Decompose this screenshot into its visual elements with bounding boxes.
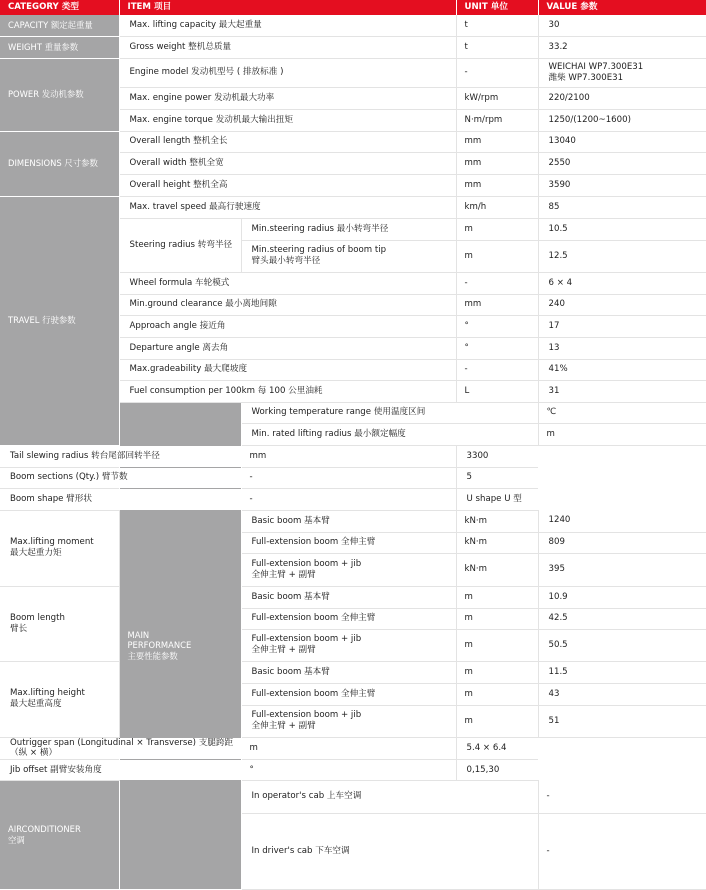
table-row <box>0 759 706 780</box>
item-cell: Full-extension boom 全伸主臂 <box>241 683 456 705</box>
group-steering-radius: Steering radius 转弯半径 <box>119 218 241 272</box>
item-cell: Basic boom 基本臂 <box>241 510 456 532</box>
unit-cell: kN·m <box>456 510 538 532</box>
group-lifting-moment <box>0 510 119 586</box>
item-cell: Boom shape 臂形状 <box>0 488 241 510</box>
value-cell: 1240 <box>538 510 706 532</box>
item-cell: Max. engine torque 发动机最大输出扭矩 <box>119 109 456 131</box>
item-cell: Working temperature range 使用温度区间 <box>241 402 538 423</box>
unit-cell: km/h <box>456 196 538 218</box>
item-line: 全伸主臂 + 副臂 <box>251 721 316 731</box>
unit-cell: m <box>456 586 538 608</box>
item-cell: In driver's cab 下车空调 <box>241 813 538 889</box>
item-cell: Jib offset 副臂安装角度 <box>0 759 241 780</box>
value-cell: 3590 <box>538 174 706 196</box>
item-cell: Fuel consumption per 100km 每 100 公里油耗 <box>119 380 456 402</box>
value-cell: U shape U 型 <box>456 488 538 510</box>
item-cell: Tail slewing radius 转台尾部回转半径 <box>0 445 241 467</box>
category-weight: WEIGHT 重量参数 <box>0 36 119 58</box>
category-line: 主要性能参数 <box>127 650 178 661</box>
item-line: Full-extension boom + jib <box>251 634 362 645</box>
value-cell: 2550 <box>538 152 706 174</box>
item-line: 全伸主臂 + 副臂 <box>251 645 316 655</box>
value-cell: 5.4 × 6.4 <box>456 737 538 759</box>
unit-cell: m <box>241 737 456 759</box>
value-line: 潍柴 WP7.300E31 <box>548 72 624 83</box>
value-cell: 10.5 <box>538 218 706 240</box>
item-cell: Overall height 整机全高 <box>119 174 456 196</box>
unit-cell: kN·m <box>456 553 538 586</box>
group-line: Max.lifting height <box>10 688 85 699</box>
unit-cell: ° <box>456 337 538 359</box>
item-cell: Engine model 发动机型号 ( 排放标准 ) <box>119 58 456 87</box>
group-lifting-height <box>0 661 119 737</box>
unit-cell: - <box>456 359 538 380</box>
item-cell: In operator's cab 上车空调 <box>241 780 538 813</box>
table-row <box>0 131 706 152</box>
category-line: 空调 <box>8 834 25 845</box>
table-row <box>0 36 706 58</box>
item-cell: Outrigger span (Longitudinal × Transverse) 支腿跨距（纵 × 横） <box>0 737 241 759</box>
unit-cell: - <box>241 467 456 488</box>
table-row <box>0 488 706 510</box>
unit-cell: m <box>456 240 538 272</box>
header-category: CATEGORY 类型 <box>0 0 119 15</box>
value-cell: 240 <box>538 294 706 315</box>
value-cell: 5 <box>456 467 538 488</box>
item-cell: Min.ground clearance 最小离地间隙 <box>119 294 456 315</box>
unit-cell: ° <box>456 315 538 337</box>
category-line: AIRCONDITIONER <box>8 824 81 835</box>
value-cell: 11.5 <box>538 661 706 683</box>
category-airconditioner <box>0 780 119 889</box>
group-line: Boom length <box>10 612 65 623</box>
item-cell: Gross weight 整机总质量 <box>119 36 456 58</box>
item-cell: Max. lifting capacity 最大起重量 <box>119 15 456 36</box>
unit-cell: kW/rpm <box>456 87 538 109</box>
item-cell: Overall length 整机全长 <box>119 131 456 152</box>
table-row <box>0 15 706 36</box>
category-dimensions: DIMENSIONS 尺寸参数 <box>0 131 119 196</box>
value-cell: 13040 <box>538 131 706 152</box>
unit-cell: - <box>538 813 706 889</box>
category-power: POWER 发动机参数 <box>0 58 119 131</box>
unit-cell: - <box>241 488 456 510</box>
table-row <box>0 510 706 532</box>
category-travel: TRAVEL 行驶参数 <box>0 196 119 445</box>
item-cell: Max.gradeability 最大爬坡度 <box>119 359 456 380</box>
item-cell: Boom sections (Qty.) 臂节数 <box>0 467 241 488</box>
value-cell: 12.5 <box>538 240 706 272</box>
category-line: MAIN <box>127 629 150 640</box>
value-cell: 31 <box>538 380 706 402</box>
value-cell: 6 × 4 <box>538 272 706 294</box>
value-cell: 1250/(1200~1600) <box>538 109 706 131</box>
value-cell: 395 <box>538 553 706 586</box>
value-cell: 0,15,30 <box>456 759 538 780</box>
unit-cell: ° <box>241 759 456 780</box>
header-value: VALUE 参数 <box>538 0 706 15</box>
unit-cell: m <box>456 683 538 705</box>
unit-cell: m <box>456 705 538 737</box>
item-line: Full-extension boom + jib <box>251 558 362 569</box>
unit-cell: m <box>456 629 538 661</box>
item-line: 全伸主臂 + 副臂 <box>251 569 316 580</box>
value-cell: 220/2100 <box>538 87 706 109</box>
value-cell: 43 <box>538 683 706 705</box>
table-row <box>0 445 706 467</box>
item-cell: Basic boom 基本臂 <box>241 661 456 683</box>
item-line: Min.steering radius of boom tip <box>251 245 387 256</box>
item-cell: Overall width 整机全宽 <box>119 152 456 174</box>
table-row <box>0 58 706 87</box>
item-cell <box>241 553 456 586</box>
unit-cell: mm <box>456 174 538 196</box>
value-cell: 17 <box>538 315 706 337</box>
value-cell: 809 <box>538 532 706 553</box>
table-row <box>0 586 706 608</box>
group-line: 最大起重高度 <box>10 699 62 709</box>
value-cell: 41% <box>538 359 706 380</box>
unit-cell: m <box>538 423 706 445</box>
value-cell: 3300 <box>456 445 538 467</box>
unit-cell: ℃ <box>538 402 706 423</box>
item-cell: Full-extension boom 全伸主臂 <box>241 608 456 629</box>
unit-cell: m <box>456 218 538 240</box>
value-cell <box>538 58 706 87</box>
item-cell <box>241 705 456 737</box>
table-row <box>0 467 706 488</box>
item-cell: Max. engine power 发动机最大功率 <box>119 87 456 109</box>
item-cell <box>241 240 456 272</box>
category-capacity: CAPACITY 额定起重量 <box>0 15 119 36</box>
value-cell: 85 <box>538 196 706 218</box>
table-row <box>0 196 706 218</box>
item-cell <box>241 629 456 661</box>
unit-cell: mm <box>456 152 538 174</box>
unit-cell: L <box>456 380 538 402</box>
header-unit: UNIT 单位 <box>456 0 538 15</box>
header-row <box>0 0 706 15</box>
item-cell: Departure angle 离去角 <box>119 337 456 359</box>
unit-cell: - <box>456 272 538 294</box>
item-cell: Wheel formula 车轮模式 <box>119 272 456 294</box>
table-row <box>0 661 706 683</box>
group-line: 臂长 <box>10 623 28 634</box>
item-cell: Min.steering radius 最小转弯半径 <box>241 218 456 240</box>
item-cell: Min. rated lifting radius 最小额定幅度 <box>241 423 538 445</box>
group-boom-length <box>0 586 119 661</box>
group-line: Max.lifting moment <box>10 537 94 548</box>
unit-cell: - <box>538 780 706 813</box>
unit-cell: kN·m <box>456 532 538 553</box>
item-cell: Basic boom 基本臂 <box>241 586 456 608</box>
item-cell: Approach angle 接近角 <box>119 315 456 337</box>
group-line: 最大起重力矩 <box>10 548 62 558</box>
unit-cell: - <box>456 58 538 87</box>
unit-cell: mm <box>241 445 456 467</box>
value-cell: 50.5 <box>538 629 706 661</box>
unit-cell: t <box>456 36 538 58</box>
value-cell: 13 <box>538 337 706 359</box>
value-line: WEICHAI WP7.300E31 <box>548 61 644 72</box>
unit-cell: m <box>456 661 538 683</box>
unit-cell: mm <box>456 294 538 315</box>
value-cell: 42.5 <box>538 608 706 629</box>
value-cell: 33.2 <box>538 36 706 58</box>
unit-cell: N·m/rpm <box>456 109 538 131</box>
value-cell: 51 <box>538 705 706 737</box>
item-line: 臂头最小转弯半径 <box>251 256 321 266</box>
item-line: Full-extension boom + jib <box>251 710 362 721</box>
category-line: PERFORMANCE <box>127 640 192 651</box>
table-row <box>0 780 706 813</box>
table-row <box>0 737 706 759</box>
value-cell: 10.9 <box>538 586 706 608</box>
unit-cell: mm <box>456 131 538 152</box>
unit-cell: t <box>456 15 538 36</box>
item-cell: Max. travel speed 最高行驶速度 <box>119 196 456 218</box>
value-cell: 30 <box>538 15 706 36</box>
item-cell: Full-extension boom 全伸主臂 <box>241 532 456 553</box>
unit-cell: m <box>456 608 538 629</box>
header-item: ITEM 项目 <box>119 0 456 15</box>
